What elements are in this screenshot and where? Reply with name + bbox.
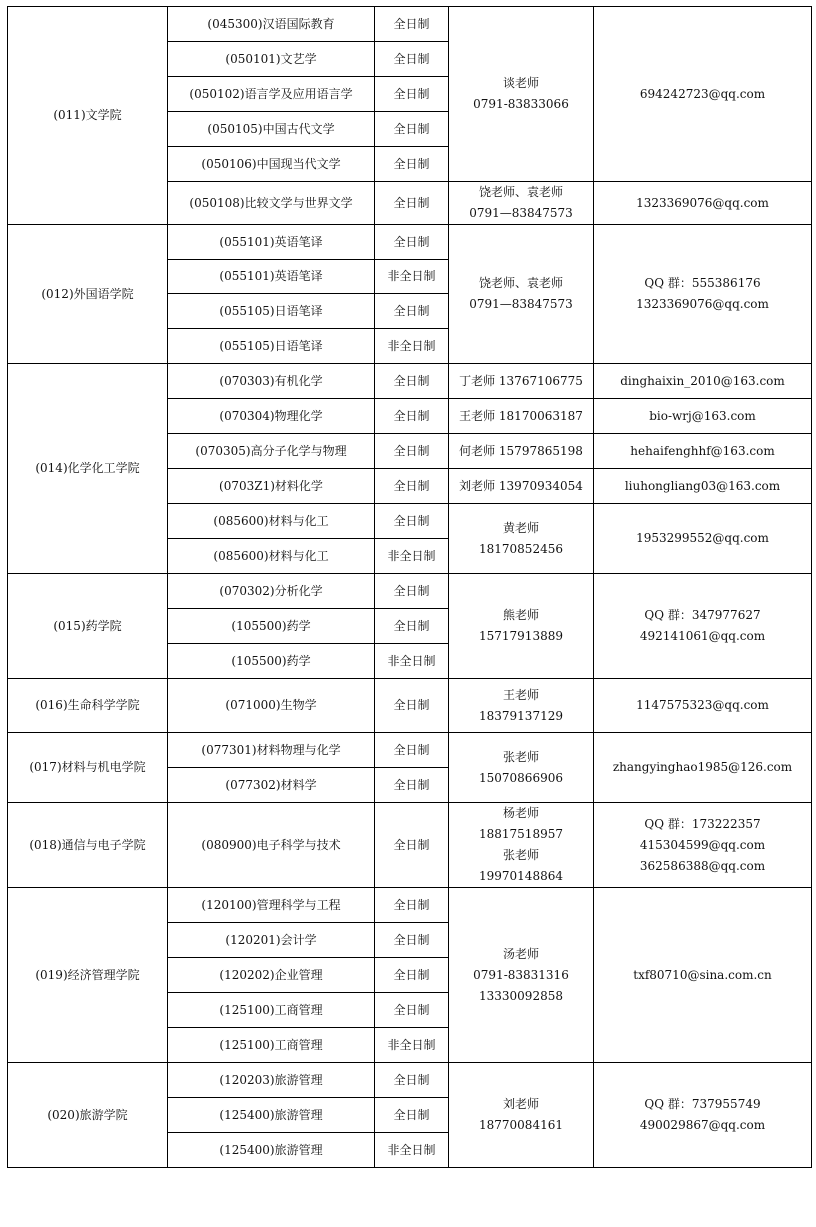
contact-email-cell [594, 434, 812, 469]
study-mode-cell: 全日制 [375, 294, 449, 329]
study-mode-cell: 全日制 [375, 1098, 449, 1133]
table-row [8, 803, 812, 888]
study-mode-cell: 非全日制 [375, 539, 449, 574]
study-mode-cell: 全日制 [375, 993, 449, 1028]
contact-teacher-cell [449, 888, 594, 1063]
major-cell: (125100)工商管理 [168, 993, 375, 1028]
contact-teacher-cell [449, 399, 594, 434]
contact-teacher-cell [449, 504, 594, 574]
teacher-line: 何老师 15797865198 [459, 443, 583, 458]
teacher-line: 18817518957 [479, 827, 563, 841]
teacher-line: 0791—83847573 [469, 297, 573, 311]
teacher-line: 18770084161 [479, 1118, 563, 1132]
table-row [8, 733, 812, 768]
contact-teacher-cell [449, 574, 594, 679]
major-cell: (050105)中国古代文学 [168, 112, 375, 147]
table-row [8, 7, 812, 42]
college-cell: (019)经济管理学院 [8, 888, 168, 1063]
major-cell: (070304)物理化学 [168, 399, 375, 434]
study-mode-cell: 全日制 [375, 434, 449, 469]
major-cell: (071000)生物学 [168, 679, 375, 733]
teacher-line: 18379137129 [479, 708, 563, 723]
table-row [8, 225, 812, 260]
contact-teacher-cell [449, 803, 594, 888]
study-mode-cell: 全日制 [375, 42, 449, 77]
study-mode-cell: 全日制 [375, 679, 449, 733]
teacher-line: 饶老师、袁老师 [478, 185, 563, 199]
contact-email-cell [594, 803, 812, 888]
study-mode-cell: 全日制 [375, 182, 449, 225]
major-cell: (070305)高分子化学与物理 [168, 434, 375, 469]
study-mode-cell: 全日制 [375, 733, 449, 768]
teacher-line: 0791-83831316 [473, 967, 569, 982]
study-mode-cell: 全日制 [375, 768, 449, 803]
contact-teacher-cell [449, 679, 594, 733]
study-mode-cell: 非全日制 [375, 260, 449, 294]
admissions-contact-table [7, 6, 812, 1168]
major-cell: (125400)旅游管理 [168, 1098, 375, 1133]
study-mode-cell: 非全日制 [375, 329, 449, 364]
contact-email-cell [594, 1063, 812, 1168]
email-line: zhangyinghao1985@126.com [612, 760, 793, 774]
teacher-line: 谈老师 [502, 76, 539, 90]
contact-teacher-cell [449, 225, 594, 364]
major-cell: (105500)药学 [168, 644, 375, 679]
study-mode-cell: 全日制 [375, 923, 449, 958]
study-mode-cell: 全日制 [375, 77, 449, 112]
college-cell: (015)药学院 [8, 574, 168, 679]
study-mode-cell: 全日制 [375, 958, 449, 993]
study-mode-cell: 全日制 [375, 399, 449, 434]
email-line: QQ 群：555386176 [644, 276, 761, 290]
major-cell: (125400)旅游管理 [168, 1133, 375, 1168]
major-cell: (120203)旅游管理 [168, 1063, 375, 1098]
email-line: QQ 群：737955749 [644, 1097, 761, 1111]
major-cell: (070302)分析化学 [168, 574, 375, 609]
contact-email-cell [594, 574, 812, 679]
email-line: QQ 群：173222357 [644, 816, 761, 831]
major-cell: (055105)日语笔译 [168, 329, 375, 364]
teacher-line: 刘老师 13970934054 [459, 478, 583, 493]
study-mode-cell: 全日制 [375, 888, 449, 923]
contact-email-cell [594, 469, 812, 504]
contact-teacher-cell [449, 1063, 594, 1168]
email-line: hehaifenghhf@163.com [630, 443, 775, 458]
major-cell: (120201)会计学 [168, 923, 375, 958]
college-cell: (020)旅游学院 [8, 1063, 168, 1168]
study-mode-cell: 全日制 [375, 803, 449, 888]
email-line: bio-wrj@163.com [649, 408, 756, 423]
teacher-line: 18170852456 [479, 541, 563, 556]
teacher-line: 0791-83833066 [473, 97, 569, 111]
contact-email-cell [594, 733, 812, 803]
email-line: 492141061@qq.com [639, 629, 766, 643]
contact-teacher-cell [449, 469, 594, 504]
teacher-line: 张老师 [502, 749, 539, 764]
teacher-line: 15717913889 [479, 629, 563, 643]
college-cell: (012)外国语学院 [8, 225, 168, 364]
contact-email-cell [594, 679, 812, 733]
major-cell: (050102)语言学及应用语言学 [168, 77, 375, 112]
study-mode-cell: 全日制 [375, 147, 449, 182]
contact-email-cell [594, 399, 812, 434]
major-cell: (105500)药学 [168, 609, 375, 644]
teacher-line: 15070866906 [479, 770, 563, 785]
major-cell: (050106)中国现当代文学 [168, 147, 375, 182]
study-mode-cell: 全日制 [375, 574, 449, 609]
study-mode-cell: 全日制 [375, 225, 449, 260]
study-mode-cell: 全日制 [375, 609, 449, 644]
teacher-line: 汤老师 [502, 946, 539, 961]
major-cell: (055101)英语笔译 [168, 225, 375, 260]
contact-email-cell [594, 225, 812, 364]
contact-email-cell [594, 504, 812, 574]
email-line: 362586388@qq.com [639, 858, 766, 873]
email-line: liuhongliang03@163.com [624, 478, 781, 493]
major-cell: (077301)材料物理与化学 [168, 733, 375, 768]
teacher-line: 丁老师 13767106775 [459, 373, 583, 388]
email-line: QQ 群：347977627 [644, 608, 761, 622]
email-line: 1323369076@qq.com [636, 195, 769, 210]
study-mode-cell: 非全日制 [375, 1028, 449, 1063]
teacher-line: 13330092858 [479, 988, 563, 1003]
college-cell: (011)文学院 [8, 7, 168, 225]
table-row [8, 679, 812, 733]
study-mode-cell: 全日制 [375, 7, 449, 42]
teacher-line: 王老师 [502, 687, 539, 702]
contact-teacher-cell [449, 182, 594, 225]
teacher-line: 黄老师 [502, 520, 539, 535]
email-line: dinghaixin_2010@163.com [620, 373, 785, 388]
major-cell: (120202)企业管理 [168, 958, 375, 993]
college-cell: (017)材料与机电学院 [8, 733, 168, 803]
major-cell: (085600)材料与化工 [168, 504, 375, 539]
contact-email-cell [594, 364, 812, 399]
study-mode-cell: 非全日制 [375, 1133, 449, 1168]
college-cell: (018)通信与电子学院 [8, 803, 168, 888]
email-line: txf80710@sina.com.cn [633, 967, 772, 982]
contact-teacher-cell [449, 733, 594, 803]
contact-teacher-cell [449, 434, 594, 469]
major-cell: (050101)文艺学 [168, 42, 375, 77]
teacher-line: 饶老师、袁老师 [478, 276, 563, 290]
table-row [8, 364, 812, 399]
table-body [8, 7, 812, 1168]
major-cell: (077302)材料学 [168, 768, 375, 803]
email-line: 694242723@qq.com [639, 86, 766, 101]
teacher-line: 张老师 [502, 848, 539, 862]
table-row [8, 574, 812, 609]
email-line: 415304599@qq.com [639, 837, 766, 852]
major-cell: (050108)比较文学与世界文学 [168, 182, 375, 225]
college-cell: (016)生命科学学院 [8, 679, 168, 733]
study-mode-cell: 全日制 [375, 1063, 449, 1098]
major-cell: (055105)日语笔译 [168, 294, 375, 329]
teacher-line: 杨老师 [502, 806, 539, 820]
contact-email-cell [594, 888, 812, 1063]
major-cell: (055101)英语笔译 [168, 260, 375, 294]
major-cell: (0703Z1)材料化学 [168, 469, 375, 504]
major-cell: (080900)电子科学与技术 [168, 803, 375, 888]
major-cell: (070303)有机化学 [168, 364, 375, 399]
table-row [8, 1063, 812, 1098]
teacher-line: 王老师 18170063187 [459, 408, 583, 423]
contact-email-cell [594, 182, 812, 225]
email-line: 1323369076@qq.com [636, 297, 769, 311]
teacher-line: 19970148864 [479, 869, 563, 883]
major-cell: (045300)汉语国际教育 [168, 7, 375, 42]
study-mode-cell: 全日制 [375, 504, 449, 539]
major-cell: (125100)工商管理 [168, 1028, 375, 1063]
contact-teacher-cell [449, 7, 594, 182]
teacher-line: 熊老师 [502, 608, 539, 622]
contact-teacher-cell [449, 364, 594, 399]
major-cell: (120100)管理科学与工程 [168, 888, 375, 923]
study-mode-cell: 非全日制 [375, 644, 449, 679]
study-mode-cell: 全日制 [375, 469, 449, 504]
contact-email-cell [594, 7, 812, 182]
study-mode-cell: 全日制 [375, 112, 449, 147]
teacher-line: 0791—83847573 [469, 206, 573, 220]
table-row [8, 888, 812, 923]
college-cell: (014)化学化工学院 [8, 364, 168, 574]
email-line: 1953299552@qq.com [636, 531, 769, 545]
email-line: 1147575323@qq.com [636, 698, 769, 712]
teacher-line: 刘老师 [502, 1097, 539, 1111]
study-mode-cell: 全日制 [375, 364, 449, 399]
email-line: 490029867@qq.com [639, 1118, 766, 1132]
major-cell: (085600)材料与化工 [168, 539, 375, 574]
